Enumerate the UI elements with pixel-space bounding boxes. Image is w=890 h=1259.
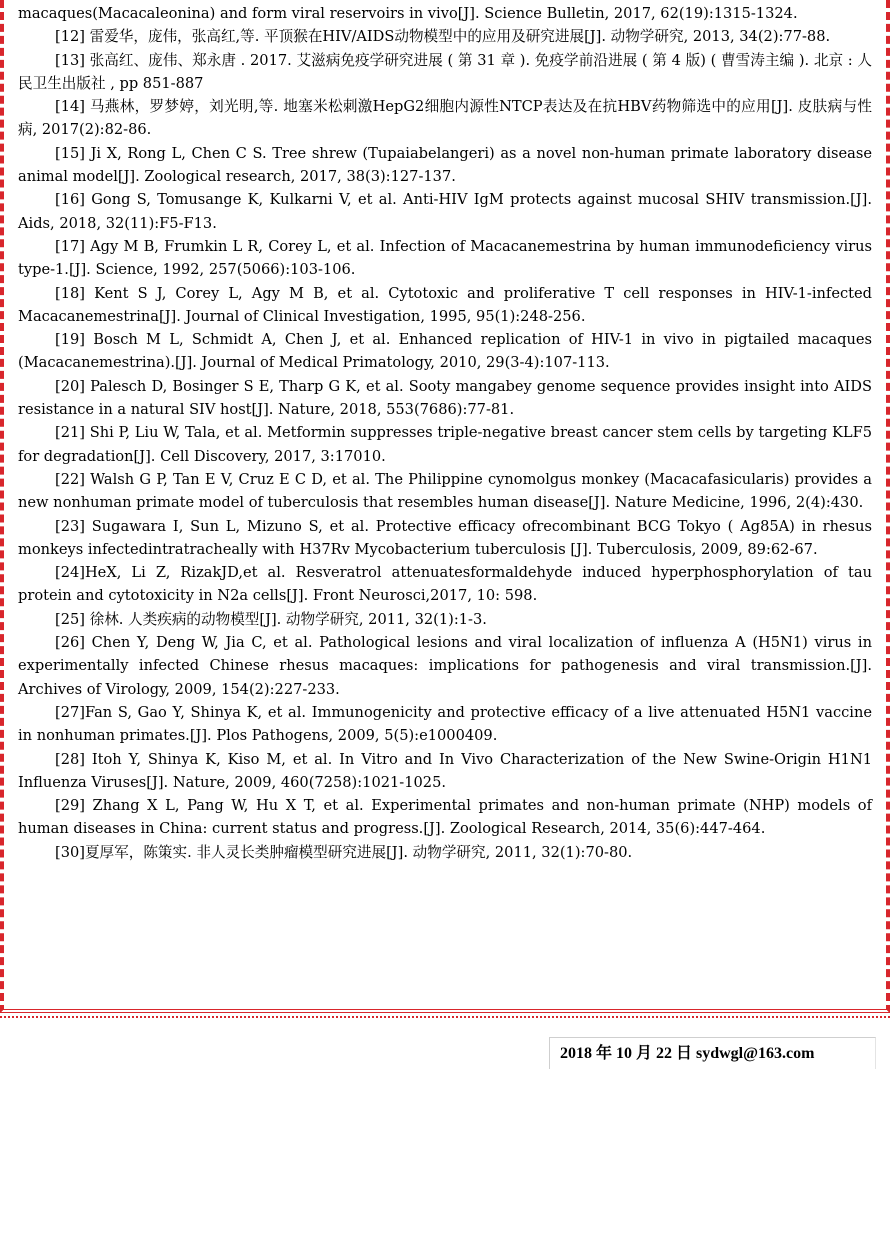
- reference-item: [17] Agy M B, Frumkin L R, Corey L, et al. Infection of Macacanemestrina by human immunodeficiency virus type-1.[J]. Science, 1992, 257(5066):103-106.: [18, 237, 872, 279]
- reference-item: [23] Sugawara I, Sun L, Mizuno S, et al. Protective efficacy ofrecombinant BCG Tokyo ( Ag85A) in rhesus monkeys infectedintratracheally with H37Rv Mycobacterium tuberculosis [J]. Tuberculosis, 2009, 89:62-67.: [18, 517, 872, 558]
- reference-item: [24]HeX, Li Z, RizakJD,et al. Resveratrol attenuatesformaldehyde induced hyperphosphorylation of tau protein and cytotoxicity in N2a cells[J]. Front Neurosci,2017, 10: 598.: [18, 564, 872, 605]
- reference-item: [12] 雷爱华，庞伟，张高红,等. 平顶猴在HIV/AIDS动物模型中的应用及研究进展[J]. 动物学研究, 2013, 34(2):77-88.: [55, 28, 831, 46]
- reference-item: [30]夏厚军，陈策实. 非人灵长类肿瘤模型研究进展[J]. 动物学研究, 2011, 32(1):70-80.: [55, 843, 633, 861]
- frame-bottom-rule: [0, 1016, 890, 1018]
- reference-item: [26] Chen Y, Deng W, Jia C, et al. Pathological lesions and viral localization of influenza A (H5N1) virus in experimentally infected Chinese rhesus macaques: implications for pathogenesis and viral transmission.[J]. Archives of Virology, 2009, 154(2):227-233.: [18, 634, 872, 698]
- reference-item: [14] 马燕林，罗梦婷，刘光明,等. 地塞米松刺激HepG2细胞内源性NTCP表达及在抗HBV药物筛选中的应用[J]. 皮肤病与性病, 2017(2):82-86.: [18, 98, 872, 139]
- reference-item: [13] 张高红、庞伟、郑永唐 . 2017. 艾滋病免疫学研究进展 ( 第 31 章 ). 免疫学前沿进展 ( 第 4 版) ( 曹雪涛主编 ). 北京 : 人民卫生出版社 , pp 851-887: [18, 51, 872, 92]
- footer-date-email: 2018 年 10 月 22 日 sydwgl@163.com: [549, 1037, 876, 1069]
- reference-item: [29] Zhang X L, Pang W, Hu X T, et al. Experimental primates and non-human primate (NHP) models of human diseases in China: current status and progress.[J]. Zoological Research, 2014, 35(6):447-464.: [18, 797, 872, 838]
- reference-list: [18, 2, 872, 864]
- reference-item: [22] Walsh G P, Tan E V, Cruz E C D, et al. The Philippine cynomolgus monkey (Macacafasicularis) provides a new nonhuman primate model of tuberculosis that resembles human disease[J]. Nature Medicine, 1996, 2(4):430.: [18, 470, 872, 512]
- reference-item: [15] Ji X, Rong L, Chen C S. Tree shrew (Tupaiabelangeri) as a novel non-human primate laboratory disease animal model[J]. Zoological research, 2017, 38(3):127-137.: [18, 144, 872, 186]
- reference-item: [16] Gong S, Tomusange K, Kulkarni V, et al. Anti-HIV IgM protects against mucosal SHIV transmission.[J]. Aids, 2018, 32(11):F5-F13.: [18, 191, 872, 232]
- reference-item: [21] Shi P, Liu W, Tala, et al. Metformin suppresses triple-negative breast cancer stem cells by targeting KLF5 for degradation[J]. Cell Discovery, 2017, 3:17010.: [18, 424, 872, 465]
- reference-item: [20] Palesch D, Bosinger S E, Tharp G K, et al. Sooty mangabey genome sequence provides insight into AIDS resistance in a natural SIV host[J]. Nature, 2018, 553(7686):77-81.: [18, 377, 872, 419]
- reference-item: [18] Kent S J, Corey L, Agy M B, et al. Cytotoxic and proliferative T cell responses in HIV-1-infected Macacanemestrina[J]. Journal of Clinical Investigation, 1995, 95(1):248-256.: [18, 284, 872, 325]
- reference-item: [27]Fan S, Gao Y, Shinya K, et al. Immunogenicity and protective efficacy of a live attenuated H5N1 vaccine in nonhuman primates.[J]. Plos Pathogens, 2009, 5(5):e1000409.: [18, 703, 872, 745]
- reference-item: [19] Bosch M L, Schmidt A, Chen J, et al. Enhanced replication of HIV-1 in vivo in pigtailed macaques (Macacanemestrina).[J]. Journal of Medical Primatology, 2010, 29(3-4):107-113.: [18, 331, 872, 372]
- reference-item: [28] Itoh Y, Shinya K, Kiso M, et al. In Vitro and In Vivo Characterization of the New Swine-Origin H1N1 Influenza Viruses[J]. Nature, 2009, 460(7258):1021-1025.: [18, 750, 872, 791]
- reference-item: [25] 徐林. 人类疾病的动物模型[J]. 动物学研究, 2011, 32(1):1-3.: [55, 610, 487, 628]
- reference-item: macaques(Macacaleonina) and form viral reservoirs in vivo[J]. Science Bulletin, 2017, 62(19):1315-1324.: [18, 5, 798, 22]
